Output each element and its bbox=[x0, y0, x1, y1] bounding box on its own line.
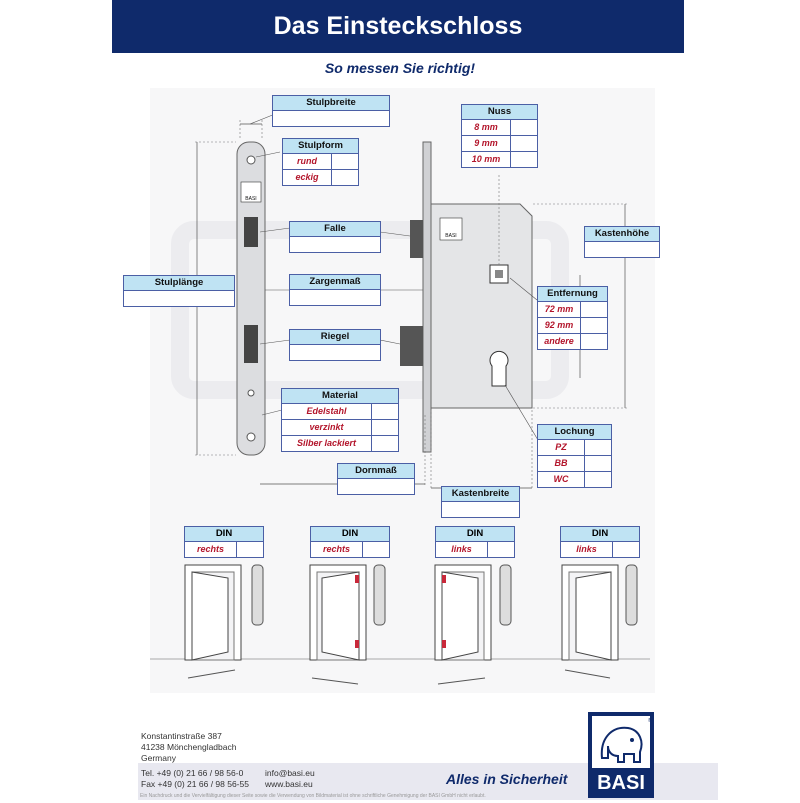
input-cell[interactable] bbox=[338, 479, 414, 494]
box-title: Zargenmaß bbox=[290, 275, 380, 290]
contact-block bbox=[265, 768, 315, 790]
box-title: Lochung bbox=[538, 425, 611, 440]
fax: Fax +49 (0) 21 66 / 98 56-55 bbox=[141, 779, 249, 789]
option-row[interactable] bbox=[282, 420, 398, 436]
door-4 bbox=[562, 565, 637, 678]
checkbox-cell[interactable] bbox=[585, 456, 611, 471]
box-title: Riegel bbox=[290, 330, 380, 345]
door-illustrations bbox=[150, 565, 650, 684]
option-row[interactable] bbox=[538, 302, 607, 318]
checkbox-cell[interactable] bbox=[511, 136, 537, 151]
lock-forend bbox=[423, 142, 431, 452]
phone-block bbox=[141, 768, 249, 790]
din-option-label: links bbox=[436, 542, 488, 557]
option-row[interactable] bbox=[538, 440, 611, 456]
box-entfernung bbox=[537, 286, 608, 350]
svg-text:®: ® bbox=[648, 718, 652, 724]
option-label: 8 mm bbox=[462, 120, 511, 135]
brand-name: BASI bbox=[597, 772, 645, 794]
option-label: 9 mm bbox=[462, 136, 511, 151]
checkbox-cell[interactable] bbox=[511, 120, 537, 135]
input-cell[interactable] bbox=[290, 345, 380, 360]
option-row[interactable] bbox=[538, 456, 611, 472]
option-label: eckig bbox=[283, 170, 332, 185]
box-lochung bbox=[537, 424, 612, 488]
box-kastenbreite bbox=[441, 486, 520, 518]
option-label: verzinkt bbox=[282, 420, 372, 435]
box-dornmass bbox=[337, 463, 415, 495]
box-title: Kastenhöhe bbox=[585, 227, 659, 242]
option-row[interactable] bbox=[282, 404, 398, 420]
checkbox-cell[interactable] bbox=[237, 542, 263, 557]
option-label: 72 mm bbox=[538, 302, 581, 317]
address-line: Germany bbox=[141, 753, 176, 763]
option-row[interactable] bbox=[538, 318, 607, 334]
option-label: rund bbox=[283, 154, 332, 169]
box-stulplaenge bbox=[123, 275, 235, 307]
option-label: PZ bbox=[538, 440, 585, 455]
box-kastenhoehe bbox=[584, 226, 660, 258]
din-title: DIN bbox=[561, 527, 639, 542]
box-title: Stulpform bbox=[283, 139, 358, 154]
address-line: 41238 Mönchengladbach bbox=[141, 742, 237, 752]
box-title: Stulpbreite bbox=[273, 96, 389, 111]
spindle-square bbox=[495, 270, 503, 278]
case-logo-text: BASI bbox=[445, 233, 457, 239]
checkbox-cell[interactable] bbox=[581, 334, 607, 349]
option-label: andere bbox=[538, 334, 581, 349]
option-row[interactable] bbox=[282, 436, 398, 451]
option-label: BB bbox=[538, 456, 585, 471]
web-link[interactable]: www.basi.eu bbox=[265, 779, 313, 789]
option-row[interactable] bbox=[283, 154, 358, 170]
din-option-label: rechts bbox=[311, 542, 363, 557]
option-label: 10 mm bbox=[462, 152, 511, 167]
faceplate-screw-top bbox=[247, 156, 255, 164]
option-row[interactable] bbox=[538, 334, 607, 349]
address-line: Konstantinstraße 387 bbox=[141, 731, 222, 741]
option-row[interactable] bbox=[462, 136, 537, 152]
din-box-1 bbox=[184, 526, 264, 558]
email-link[interactable]: info@basi.eu bbox=[265, 768, 315, 778]
door-1 bbox=[185, 565, 263, 678]
din-option-row[interactable] bbox=[436, 542, 514, 557]
box-title: Dornmaß bbox=[338, 464, 414, 479]
din-option-row[interactable] bbox=[561, 542, 639, 557]
box-title: Stulplänge bbox=[124, 276, 234, 291]
checkbox-cell[interactable] bbox=[511, 152, 537, 167]
option-label: 92 mm bbox=[538, 318, 581, 333]
box-nuss bbox=[461, 104, 538, 168]
option-row[interactable] bbox=[462, 120, 537, 136]
faceplate-screw-bottom bbox=[247, 433, 255, 441]
door-3 bbox=[435, 565, 511, 684]
checkbox-cell[interactable] bbox=[488, 542, 514, 557]
din-option-label: rechts bbox=[185, 542, 237, 557]
checkbox-cell[interactable] bbox=[585, 440, 611, 455]
input-cell[interactable] bbox=[273, 111, 389, 126]
box-title: Entfernung bbox=[538, 287, 607, 302]
door-2 bbox=[310, 565, 385, 684]
brand-logo bbox=[588, 712, 654, 798]
box-stulpbreite bbox=[272, 95, 390, 127]
checkbox-cell[interactable] bbox=[585, 472, 611, 487]
din-option-row[interactable] bbox=[311, 542, 389, 557]
checkbox-cell[interactable] bbox=[372, 436, 398, 451]
option-row[interactable] bbox=[538, 472, 611, 487]
checkbox-cell[interactable] bbox=[372, 420, 398, 435]
checkbox-cell[interactable] bbox=[581, 318, 607, 333]
box-stulpform bbox=[282, 138, 359, 186]
din-box-2 bbox=[310, 526, 390, 558]
option-label: WC bbox=[538, 472, 585, 487]
option-label: Edelstahl bbox=[282, 404, 372, 419]
checkbox-cell[interactable] bbox=[363, 542, 389, 557]
box-zargenmass bbox=[289, 274, 381, 306]
checkbox-cell[interactable] bbox=[332, 154, 358, 169]
box-material bbox=[281, 388, 399, 452]
input-cell[interactable] bbox=[290, 237, 380, 252]
input-cell[interactable] bbox=[442, 502, 519, 517]
box-title: Nuss bbox=[462, 105, 537, 120]
box-title: Material bbox=[282, 389, 398, 404]
input-cell[interactable] bbox=[290, 290, 380, 305]
din-title: DIN bbox=[436, 527, 514, 542]
phone: Tel. +49 (0) 21 66 / 98 56-0 bbox=[141, 768, 244, 778]
box-falle bbox=[289, 221, 381, 253]
faceplate-logo-text: BASI bbox=[245, 196, 257, 202]
input-cell[interactable] bbox=[585, 242, 659, 257]
cylinder-hole bbox=[490, 351, 508, 386]
slogan: Alles in Sicherheit bbox=[446, 771, 568, 787]
page-subtitle: So messen Sie richtig! bbox=[324, 60, 476, 76]
latch-slot bbox=[244, 217, 258, 247]
fine-print: Ein Nachdruck und die Vervielfältigung dieser Seite sowie die Verwendung von Bildmaterial ist ohne schriftliche Genehmigung der BASI GmbH nicht erlaubt. bbox=[140, 793, 486, 799]
checkbox-cell[interactable] bbox=[372, 404, 398, 419]
din-option-row[interactable] bbox=[185, 542, 263, 557]
option-row[interactable] bbox=[283, 170, 358, 185]
bolt-slot bbox=[244, 325, 258, 363]
checkbox-cell[interactable] bbox=[581, 302, 607, 317]
latch-bolt bbox=[410, 220, 423, 258]
box-riegel bbox=[289, 329, 381, 361]
page-title: Das Einsteckschloss bbox=[273, 12, 523, 40]
option-label: Silber lackiert bbox=[282, 436, 372, 451]
din-title: DIN bbox=[311, 527, 389, 542]
din-box-4 bbox=[560, 526, 640, 558]
din-title: DIN bbox=[185, 527, 263, 542]
din-box-3 bbox=[435, 526, 515, 558]
box-title: Kastenbreite bbox=[442, 487, 519, 502]
checkbox-cell[interactable] bbox=[613, 542, 639, 557]
dead-bolt bbox=[400, 326, 423, 366]
din-option-label: links bbox=[561, 542, 613, 557]
address-block bbox=[141, 731, 236, 764]
faceplate-hole bbox=[248, 390, 254, 396]
checkbox-cell[interactable] bbox=[332, 170, 358, 185]
input-cell[interactable] bbox=[124, 291, 234, 306]
option-row[interactable] bbox=[462, 152, 537, 167]
box-title: Falle bbox=[290, 222, 380, 237]
